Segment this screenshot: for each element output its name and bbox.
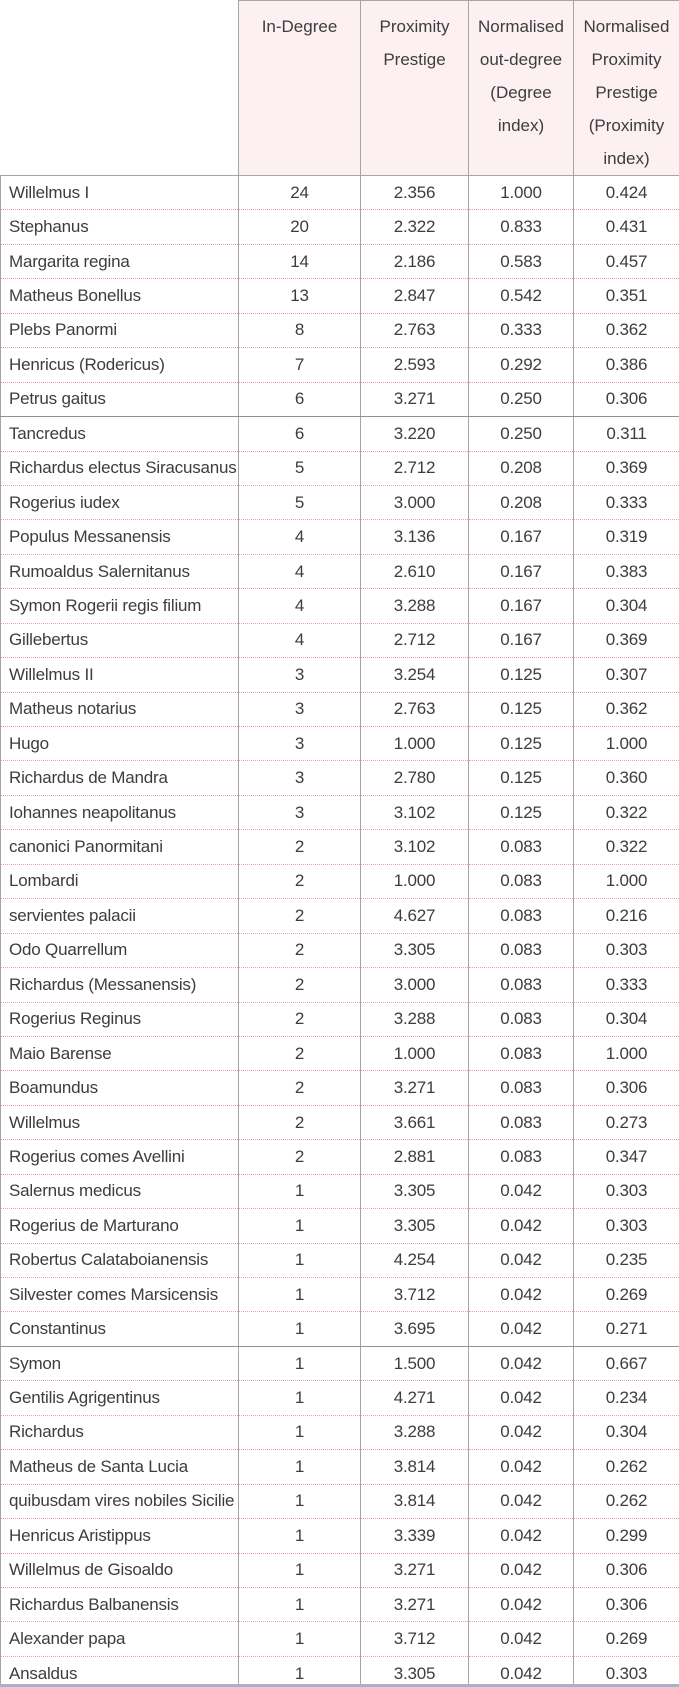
in-degree-cell: 1 [239,1415,361,1449]
proximity-prestige-cell: 3.814 [361,1450,469,1484]
actor-name-cell: Iohannes neapolitanus [1,795,239,829]
proximity-prestige-cell: 3.102 [361,795,469,829]
table-row [1,485,679,519]
normalised-out-degree-cell: 0.833 [469,210,574,244]
normalised-out-degree-cell: 0.042 [469,1243,574,1277]
normalised-out-degree-cell: 0.042 [469,1415,574,1449]
in-degree-cell: 1 [239,1278,361,1312]
in-degree-cell: 2 [239,968,361,1002]
table-body [1,176,679,1687]
normalised-out-degree-cell: 0.125 [469,658,574,692]
in-degree-cell: 2 [239,830,361,864]
in-degree-cell: 2 [239,1071,361,1105]
table-row [1,761,679,795]
proximity-prestige-cell: 3.305 [361,1656,469,1687]
in-degree-cell: 4 [239,623,361,657]
normalised-proximity-prestige-cell: 0.269 [574,1622,679,1656]
column-header-in-degree: In-Degree [239,1,361,176]
normalised-proximity-prestige-cell: 0.299 [574,1519,679,1553]
proximity-prestige-cell: 3.288 [361,589,469,623]
proximity-prestige-cell: 3.695 [361,1312,469,1346]
proximity-prestige-cell: 3.136 [361,520,469,554]
normalised-out-degree-cell: 1.000 [469,176,574,210]
normalised-proximity-prestige-cell: 0.304 [574,1002,679,1036]
column-header-proximity-prestige: Proximity Prestige [361,1,469,176]
table-row [1,1243,679,1277]
in-degree-cell: 1 [239,1553,361,1587]
normalised-proximity-prestige-cell: 0.303 [574,1656,679,1687]
proximity-prestige-cell: 2.847 [361,279,469,313]
in-degree-cell: 1 [239,1450,361,1484]
proximity-prestige-cell: 3.220 [361,417,469,451]
table-row [1,1209,679,1243]
in-degree-cell: 1 [239,1519,361,1553]
normalised-proximity-prestige-cell: 0.369 [574,623,679,657]
normalised-out-degree-cell: 0.042 [469,1622,574,1656]
normalised-out-degree-cell: 0.042 [469,1278,574,1312]
normalised-out-degree-cell: 0.083 [469,1071,574,1105]
in-degree-cell: 6 [239,382,361,416]
proximity-prestige-cell: 3.271 [361,382,469,416]
proximity-prestige-cell: 4.627 [361,899,469,933]
actor-name-cell: Richardus Balbanensis [1,1587,239,1621]
normalised-proximity-prestige-cell: 0.362 [574,313,679,347]
normalised-out-degree-cell: 0.083 [469,1036,574,1070]
in-degree-cell: 7 [239,348,361,382]
actor-name-cell: Rumoaldus Salernitanus [1,554,239,588]
table-row [1,899,679,933]
actor-name-cell: Maio Barense [1,1036,239,1070]
table-header-row [1,1,679,176]
normalised-proximity-prestige-cell: 0.457 [574,244,679,278]
proximity-prestige-cell: 3.305 [361,933,469,967]
in-degree-cell: 13 [239,279,361,313]
actor-name-cell: Constantinus [1,1312,239,1346]
table-row [1,520,679,554]
table-row [1,1278,679,1312]
actor-name-cell: Boamundus [1,1071,239,1105]
normalised-out-degree-cell: 0.042 [469,1312,574,1346]
actor-name-cell: Matheus Bonellus [1,279,239,313]
table-row [1,1174,679,1208]
actor-name-cell: Margarita regina [1,244,239,278]
table-row [1,313,679,347]
actor-name-cell: Richardus de Mandra [1,761,239,795]
normalised-out-degree-cell: 0.292 [469,348,574,382]
normalised-out-degree-cell: 0.042 [469,1174,574,1208]
proximity-prestige-cell: 2.356 [361,176,469,210]
normalised-out-degree-cell: 0.583 [469,244,574,278]
proximity-prestige-cell: 1.500 [361,1346,469,1380]
normalised-proximity-prestige-cell: 1.000 [574,1036,679,1070]
normalised-out-degree-cell: 0.208 [469,451,574,485]
table-row [1,968,679,1002]
normalised-out-degree-cell: 0.167 [469,554,574,588]
proximity-prestige-cell: 3.271 [361,1587,469,1621]
normalised-out-degree-cell: 0.042 [469,1553,574,1587]
actor-name-cell: Symon [1,1346,239,1380]
normalised-proximity-prestige-cell: 0.234 [574,1381,679,1415]
in-degree-cell: 2 [239,1140,361,1174]
actor-name-cell: Willelmus [1,1105,239,1139]
normalised-out-degree-cell: 0.167 [469,589,574,623]
table-row [1,348,679,382]
proximity-prestige-cell: 3.305 [361,1174,469,1208]
normalised-out-degree-cell: 0.042 [469,1656,574,1687]
normalised-out-degree-cell: 0.083 [469,1002,574,1036]
normalised-proximity-prestige-cell: 0.306 [574,1071,679,1105]
actor-name-cell: Matheus de Santa Lucia [1,1450,239,1484]
table-row [1,1415,679,1449]
normalised-proximity-prestige-cell: 0.383 [574,554,679,588]
table-row [1,1312,679,1346]
actor-name-cell: Willelmus I [1,176,239,210]
table-row [1,692,679,726]
normalised-proximity-prestige-cell: 0.311 [574,417,679,451]
normalised-proximity-prestige-cell: 0.333 [574,968,679,1002]
proximity-prestige-cell: 3.288 [361,1415,469,1449]
table-row [1,554,679,588]
in-degree-cell: 1 [239,1312,361,1346]
in-degree-cell: 1 [239,1622,361,1656]
table-row [1,210,679,244]
proximity-prestige-cell: 4.254 [361,1243,469,1277]
in-degree-cell: 2 [239,1036,361,1070]
normalised-out-degree-cell: 0.083 [469,933,574,967]
normalised-proximity-prestige-cell: 0.347 [574,1140,679,1174]
table-row [1,933,679,967]
normalised-proximity-prestige-cell: 0.431 [574,210,679,244]
actor-name-cell: Populus Messanensis [1,520,239,554]
table-row [1,1346,679,1380]
proximity-prestige-cell: 2.780 [361,761,469,795]
in-degree-cell: 24 [239,176,361,210]
actor-name-cell: Rogerius de Marturano [1,1209,239,1243]
proximity-prestige-cell: 3.712 [361,1622,469,1656]
normalised-proximity-prestige-cell: 0.262 [574,1484,679,1518]
normalised-out-degree-cell: 0.542 [469,279,574,313]
in-degree-cell: 1 [239,1209,361,1243]
actor-name-cell: Plebs Panormi [1,313,239,347]
proximity-prestige-cell: 3.000 [361,968,469,1002]
normalised-out-degree-cell: 0.250 [469,417,574,451]
column-header-name [1,1,239,176]
in-degree-cell: 4 [239,589,361,623]
table-row [1,1587,679,1621]
normalised-proximity-prestige-cell: 0.351 [574,279,679,313]
proximity-prestige-cell: 3.254 [361,658,469,692]
actor-name-cell: servientes palacii [1,899,239,933]
normalised-proximity-prestige-cell: 0.304 [574,1415,679,1449]
actor-name-cell: quibusdam vires nobiles Sicilie [1,1484,239,1518]
proximity-prestige-cell: 3.288 [361,1002,469,1036]
proximity-prestige-cell: 1.000 [361,1036,469,1070]
normalised-proximity-prestige-cell: 0.306 [574,1553,679,1587]
proximity-prestige-cell: 3.000 [361,485,469,519]
table-row [1,589,679,623]
normalised-proximity-prestige-cell: 0.304 [574,589,679,623]
proximity-prestige-cell: 2.593 [361,348,469,382]
actor-name-cell: Alexander papa [1,1622,239,1656]
table-row [1,1036,679,1070]
table-row [1,1519,679,1553]
actor-name-cell: Hugo [1,727,239,761]
proximity-prestige-cell: 1.000 [361,727,469,761]
actor-name-cell: Salernus medicus [1,1174,239,1208]
actor-name-cell: Gentilis Agrigentinus [1,1381,239,1415]
normalised-proximity-prestige-cell: 1.000 [574,727,679,761]
normalised-proximity-prestige-cell: 0.271 [574,1312,679,1346]
actor-name-cell: Henricus (Rodericus) [1,348,239,382]
normalised-out-degree-cell: 0.083 [469,968,574,1002]
table-row [1,795,679,829]
table-row [1,417,679,451]
normalised-out-degree-cell: 0.250 [469,382,574,416]
in-degree-cell: 4 [239,520,361,554]
proximity-prestige-cell: 2.186 [361,244,469,278]
table-row [1,1656,679,1687]
proximity-prestige-cell: 3.661 [361,1105,469,1139]
column-header-normalised-out-degree: Normalised out-degree (Degree index) [469,1,574,176]
normalised-proximity-prestige-cell: 0.303 [574,1174,679,1208]
table-row [1,244,679,278]
normalised-proximity-prestige-cell: 0.386 [574,348,679,382]
in-degree-cell: 6 [239,417,361,451]
normalised-out-degree-cell: 0.083 [469,830,574,864]
in-degree-cell: 1 [239,1656,361,1687]
normalised-out-degree-cell: 0.042 [469,1209,574,1243]
actor-name-cell: Rogerius comes Avellini [1,1140,239,1174]
normalised-out-degree-cell: 0.042 [469,1519,574,1553]
actor-name-cell: Symon Rogerii regis filium [1,589,239,623]
normalised-out-degree-cell: 0.125 [469,692,574,726]
normalised-proximity-prestige-cell: 0.303 [574,1209,679,1243]
proximity-prestige-cell: 2.881 [361,1140,469,1174]
in-degree-cell: 3 [239,692,361,726]
normalised-out-degree-cell: 0.042 [469,1450,574,1484]
table-row [1,727,679,761]
table-row [1,1105,679,1139]
proximity-prestige-cell: 2.712 [361,623,469,657]
in-degree-cell: 5 [239,451,361,485]
in-degree-cell: 1 [239,1243,361,1277]
table-row [1,1002,679,1036]
proximity-prestige-cell: 2.712 [361,451,469,485]
actor-name-cell: Matheus notarius [1,692,239,726]
in-degree-cell: 4 [239,554,361,588]
normalised-out-degree-cell: 0.042 [469,1346,574,1380]
normalised-proximity-prestige-cell: 0.269 [574,1278,679,1312]
proximity-prestige-cell: 3.305 [361,1209,469,1243]
proximity-prestige-cell: 2.610 [361,554,469,588]
table-row [1,1381,679,1415]
actor-name-cell: Odo Quarrellum [1,933,239,967]
actor-name-cell: Robertus Calataboianensis [1,1243,239,1277]
actor-name-cell: Henricus Aristippus [1,1519,239,1553]
normalised-proximity-prestige-cell: 0.303 [574,933,679,967]
normalised-proximity-prestige-cell: 0.306 [574,382,679,416]
normalised-out-degree-cell: 0.125 [469,727,574,761]
in-degree-cell: 20 [239,210,361,244]
table-row [1,1622,679,1656]
normalised-proximity-prestige-cell: 0.667 [574,1346,679,1380]
in-degree-cell: 1 [239,1587,361,1621]
proximity-prestige-cell: 2.763 [361,692,469,726]
proximity-prestige-cell: 3.339 [361,1519,469,1553]
table-row [1,1450,679,1484]
table-row [1,382,679,416]
actor-name-cell: Richardus electus Siracusanus [1,451,239,485]
normalised-out-degree-cell: 0.125 [469,795,574,829]
in-degree-cell: 3 [239,795,361,829]
proximity-prestige-cell: 3.814 [361,1484,469,1518]
actor-name-cell: Willelmus de Gisoaldo [1,1553,239,1587]
in-degree-cell: 1 [239,1484,361,1518]
in-degree-cell: 5 [239,485,361,519]
table-row [1,1484,679,1518]
normalised-out-degree-cell: 0.083 [469,864,574,898]
actor-name-cell: Richardus [1,1415,239,1449]
in-degree-cell: 3 [239,727,361,761]
actor-name-cell: Petrus gaitus [1,382,239,416]
table-row [1,623,679,657]
normalised-proximity-prestige-cell: 1.000 [574,864,679,898]
actor-name-cell: Silvester comes Marsicensis [1,1278,239,1312]
table-row [1,830,679,864]
normalised-proximity-prestige-cell: 0.273 [574,1105,679,1139]
proximity-prestige-cell: 2.322 [361,210,469,244]
actor-name-cell: Richardus (Messanensis) [1,968,239,1002]
normalised-proximity-prestige-cell: 0.369 [574,451,679,485]
actor-name-cell: Willelmus II [1,658,239,692]
normalised-out-degree-cell: 0.125 [469,761,574,795]
normalised-proximity-prestige-cell: 0.307 [574,658,679,692]
in-degree-cell: 8 [239,313,361,347]
proximity-prestige-cell: 3.271 [361,1071,469,1105]
table-row [1,451,679,485]
table-row [1,1071,679,1105]
in-degree-cell: 2 [239,1105,361,1139]
table-row [1,658,679,692]
proximity-prestige-cell: 4.271 [361,1381,469,1415]
actor-name-cell: Lombardi [1,864,239,898]
normalised-proximity-prestige-cell: 0.306 [574,1587,679,1621]
in-degree-cell: 1 [239,1174,361,1208]
actor-name-cell: canonici Panormitani [1,830,239,864]
normalised-proximity-prestige-cell: 0.424 [574,176,679,210]
actor-name-cell: Rogerius Reginus [1,1002,239,1036]
actor-name-cell: Gillebertus [1,623,239,657]
actor-name-cell: Ansaldus [1,1656,239,1687]
in-degree-cell: 2 [239,864,361,898]
normalised-out-degree-cell: 0.333 [469,313,574,347]
proximity-prestige-cell: 2.763 [361,313,469,347]
normalised-out-degree-cell: 0.083 [469,1105,574,1139]
normalised-proximity-prestige-cell: 0.319 [574,520,679,554]
normalised-out-degree-cell: 0.042 [469,1484,574,1518]
in-degree-cell: 3 [239,761,361,795]
in-degree-cell: 1 [239,1381,361,1415]
normalised-out-degree-cell: 0.167 [469,520,574,554]
actor-name-cell: Tancredus [1,417,239,451]
normalised-proximity-prestige-cell: 0.322 [574,830,679,864]
normalised-proximity-prestige-cell: 0.262 [574,1450,679,1484]
in-degree-cell: 2 [239,899,361,933]
normalised-out-degree-cell: 0.208 [469,485,574,519]
proximity-prestige-cell: 3.712 [361,1278,469,1312]
in-degree-cell: 2 [239,1002,361,1036]
in-degree-cell: 2 [239,933,361,967]
proximity-prestige-cell: 3.102 [361,830,469,864]
actor-name-cell: Rogerius iudex [1,485,239,519]
normalised-out-degree-cell: 0.042 [469,1381,574,1415]
in-degree-cell: 3 [239,658,361,692]
normalised-proximity-prestige-cell: 0.322 [574,795,679,829]
normalised-out-degree-cell: 0.042 [469,1587,574,1621]
in-degree-cell: 14 [239,244,361,278]
table-row [1,1140,679,1174]
normalised-out-degree-cell: 0.083 [469,1140,574,1174]
normalised-proximity-prestige-cell: 0.360 [574,761,679,795]
table-row [1,1553,679,1587]
normalised-proximity-prestige-cell: 0.235 [574,1243,679,1277]
in-degree-cell: 1 [239,1346,361,1380]
table-row [1,176,679,210]
proximity-prestige-cell: 3.271 [361,1553,469,1587]
normalised-proximity-prestige-cell: 0.216 [574,899,679,933]
normalised-out-degree-cell: 0.167 [469,623,574,657]
normalised-proximity-prestige-cell: 0.333 [574,485,679,519]
normalised-out-degree-cell: 0.083 [469,899,574,933]
proximity-prestige-cell: 1.000 [361,864,469,898]
table-row [1,864,679,898]
actor-name-cell: Stephanus [1,210,239,244]
column-header-normalised-proximity-prestige: Normalised Proximity Prestige (Proximity index) [574,1,679,176]
normalised-proximity-prestige-cell: 0.362 [574,692,679,726]
table-row [1,279,679,313]
